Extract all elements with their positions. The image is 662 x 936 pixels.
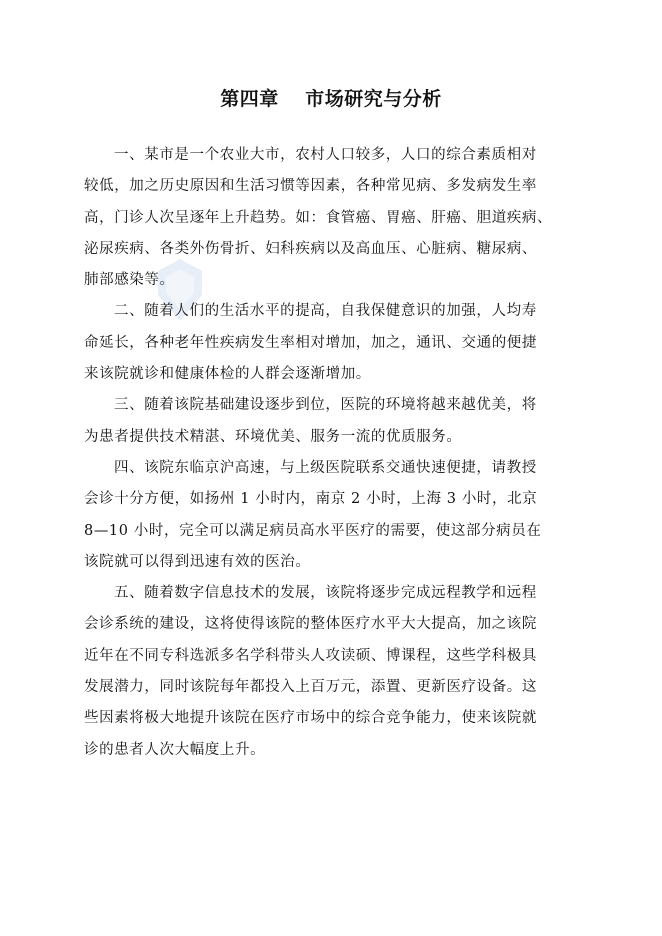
paragraph-3	[84, 390, 584, 453]
paragraph-line: 肺部感染等。	[84, 272, 175, 289]
paragraph-line: 二、随着人们的生活水平的提高，自我保健意识的加强，人均寿	[114, 303, 537, 320]
paragraph-line: 泌尿疾病、各类外伤骨折、妇科疾病以及高血压、心脏病、糖尿病、	[84, 240, 537, 257]
paragraph-line: 一、某市是一个农业大市，农村人口较多，人口的综合素质相对	[114, 147, 537, 163]
paragraph-line: 四、该院东临京沪高速，与上级医院联系交通快速便捷，请教授	[114, 459, 537, 476]
paragraph-line: 来该院就诊和健康体检的人群会逐渐增加。	[84, 366, 371, 383]
paragraph-line: 8—10 小时，完全可以满足病员高水平医疗的需要，使这部分病员在	[84, 522, 542, 539]
paragraph-line: 为患者提供技术精湛、环境优美、服务一流的优质服务。	[84, 428, 462, 445]
page-title: 第四章 市场研究与分析	[220, 88, 442, 110]
paragraph-line: 些因素将极大地提升该院在医疗市场中的综合竞争能力，使来该院就	[84, 710, 537, 727]
paragraph-line: 近年在不同专科选派多名学科带头人攻读硕、博课程，这些学科极具	[84, 647, 537, 664]
paragraph-1	[84, 140, 584, 296]
paragraph-line: 三、随着该院基础建设逐步到位，医院的环境将越来越优美，将	[114, 397, 537, 414]
paragraph-line: 高，门诊人次呈逐年上升趋势。如：食管癌、胃癌、肝癌、胆道疾病、	[84, 209, 553, 226]
paragraph-line: 会诊十分方便，如扬州 1 小时内，南京 2 小时，上海 3 小时，北京	[84, 491, 538, 508]
paragraph-line: 会诊系统的建设，这将使得该院的整体医疗水平大大提高，加之该院	[84, 616, 537, 633]
paragraph-line: 发展潜力，同时该院每年都投入上百万元，添置、更新医疗设备。这	[84, 679, 537, 696]
paragraph-line: 命延长，各种老年性疾病发生率相对增加，加之，通讯、交通的便捷	[84, 334, 537, 351]
paragraph-line: 该院就可以得到迅速有效的医治。	[84, 553, 311, 570]
paragraph-2	[84, 296, 584, 390]
document-body	[84, 140, 584, 766]
paragraph-line: 五、随着数字信息技术的发展，该院将逐步完成远程教学和远程	[114, 585, 537, 602]
paragraph-line: 较低，加之历史原因和生活习惯等因素，各种常见病、多发病发生率	[84, 178, 537, 195]
paragraph-4	[84, 453, 584, 578]
paragraph-line: 诊的患者人次大幅度上升。	[84, 741, 266, 758]
paragraph-5	[84, 578, 584, 766]
